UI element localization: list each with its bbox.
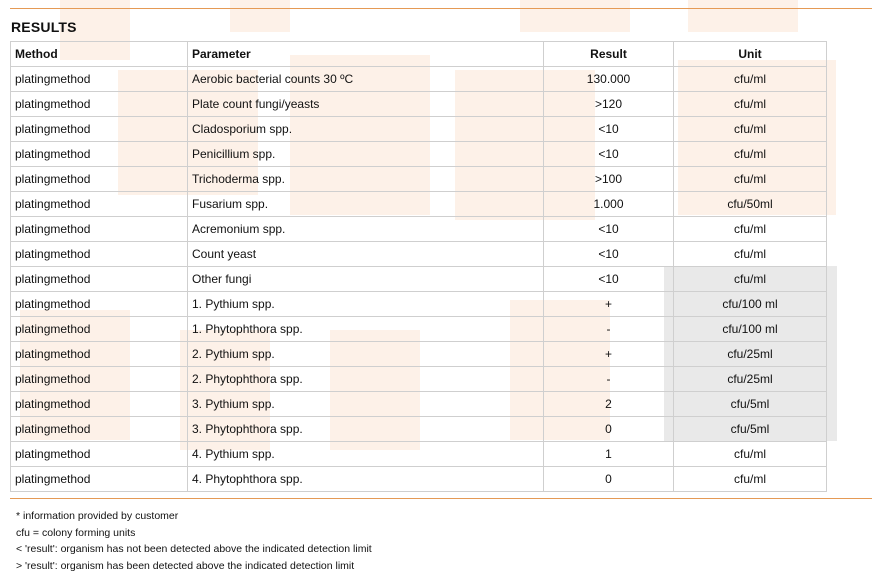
cell-unit: cfu/ml: [674, 242, 827, 267]
cell-parameter: 4. Phytophthora spp.: [188, 467, 544, 492]
cell-method: platingmethod: [11, 167, 188, 192]
cell-parameter: Trichoderma spp.: [188, 167, 544, 192]
section-title: RESULTS: [11, 19, 77, 35]
watermark-shape: [230, 0, 290, 32]
cell-parameter: Cladosporium spp.: [188, 117, 544, 142]
cell-method: platingmethod: [11, 192, 188, 217]
table-row: [11, 367, 827, 392]
cell-result: 0: [544, 467, 674, 492]
cell-result: 2: [544, 392, 674, 417]
cell-parameter: 1. Phytophthora spp.: [188, 317, 544, 342]
cell-result: <10: [544, 242, 674, 267]
cell-parameter: Fusarium spp.: [188, 192, 544, 217]
cell-parameter: 2. Phytophthora spp.: [188, 367, 544, 392]
cell-parameter: Count yeast: [188, 242, 544, 267]
column-header-method: Method: [11, 42, 188, 67]
table-row: [11, 92, 827, 117]
cell-method: platingmethod: [11, 467, 188, 492]
cell-unit: cfu/ml: [674, 167, 827, 192]
cell-unit: cfu/ml: [674, 117, 827, 142]
table-row: [11, 192, 827, 217]
cell-method: platingmethod: [11, 317, 188, 342]
bottom-divider: [10, 498, 872, 499]
cell-method: platingmethod: [11, 417, 188, 442]
cell-parameter: 3. Pythium spp.: [188, 392, 544, 417]
cell-result: <10: [544, 217, 674, 242]
cell-unit: cfu/5ml: [674, 392, 827, 417]
cell-method: platingmethod: [11, 217, 188, 242]
table-row: [11, 67, 827, 92]
cell-method: platingmethod: [11, 342, 188, 367]
table-row: [11, 292, 827, 317]
table-row: [11, 417, 827, 442]
cell-unit: cfu/ml: [674, 267, 827, 292]
table-row: [11, 267, 827, 292]
table-row: [11, 342, 827, 367]
cell-parameter: Aerobic bacterial counts 30 ºC: [188, 67, 544, 92]
cell-method: platingmethod: [11, 242, 188, 267]
cell-unit: cfu/100 ml: [674, 292, 827, 317]
table-row: [11, 242, 827, 267]
cell-method: platingmethod: [11, 292, 188, 317]
cell-result: <10: [544, 142, 674, 167]
cell-unit: cfu/ml: [674, 467, 827, 492]
cell-parameter: Penicillium spp.: [188, 142, 544, 167]
cell-method: platingmethod: [11, 392, 188, 417]
cell-result: 1.000: [544, 192, 674, 217]
cell-result: +: [544, 342, 674, 367]
footnote: > 'result': organism has been detected above the indicated detection limit: [16, 559, 355, 572]
cell-unit: cfu/ml: [674, 442, 827, 467]
cell-unit: cfu/25ml: [674, 367, 827, 392]
cell-result: >120: [544, 92, 674, 117]
table-row: [11, 392, 827, 417]
cell-parameter: Acremonium spp.: [188, 217, 544, 242]
footnote: < 'result': organism has not been detected above the indicated detection limit: [16, 543, 372, 555]
cell-unit: cfu/25ml: [674, 342, 827, 367]
cell-parameter: 1. Pythium spp.: [188, 292, 544, 317]
cell-parameter: 2. Pythium spp.: [188, 342, 544, 367]
table-row: [11, 142, 827, 167]
cell-result: <10: [544, 117, 674, 142]
cell-result: +: [544, 292, 674, 317]
table-row: [11, 467, 827, 492]
cell-unit: cfu/5ml: [674, 417, 827, 442]
table-row: [11, 167, 827, 192]
footnote: * information provided by customer: [16, 510, 179, 522]
cell-unit: cfu/ml: [674, 142, 827, 167]
column-header-parameter: Parameter: [188, 42, 544, 67]
table-row: [11, 217, 827, 242]
cell-parameter: Other fungi: [188, 267, 544, 292]
cell-method: platingmethod: [11, 142, 188, 167]
column-header-result: Result: [544, 42, 674, 67]
cell-method: platingmethod: [11, 367, 188, 392]
cell-method: platingmethod: [11, 267, 188, 292]
results-table: [10, 41, 827, 492]
cell-unit: cfu/ml: [674, 217, 827, 242]
table-row: [11, 442, 827, 467]
cell-unit: cfu/ml: [674, 67, 827, 92]
cell-result: -: [544, 367, 674, 392]
top-divider: [10, 8, 872, 9]
cell-method: platingmethod: [11, 67, 188, 92]
cell-result: <10: [544, 267, 674, 292]
cell-result: >100: [544, 167, 674, 192]
watermark-shape: [520, 0, 630, 32]
cell-method: platingmethod: [11, 442, 188, 467]
cell-method: platingmethod: [11, 117, 188, 142]
cell-result: 130.000: [544, 67, 674, 92]
watermark-shape: [688, 0, 798, 32]
cell-parameter: 3. Phytophthora spp.: [188, 417, 544, 442]
footnote: cfu = colony forming units: [16, 526, 136, 539]
cell-result: 0: [544, 417, 674, 442]
cell-parameter: 4. Pythium spp.: [188, 442, 544, 467]
cell-result: 1: [544, 442, 674, 467]
cell-parameter: Plate count fungi/yeasts: [188, 92, 544, 117]
footnotes: [16, 508, 372, 574]
column-header-unit: Unit: [674, 42, 827, 67]
cell-unit: cfu/ml: [674, 92, 827, 117]
cell-method: platingmethod: [11, 92, 188, 117]
table-header-row: [11, 42, 827, 67]
cell-unit: cfu/100 ml: [674, 317, 827, 342]
table-row: [11, 117, 827, 142]
cell-result: -: [544, 317, 674, 342]
cell-unit: cfu/50ml: [674, 192, 827, 217]
table-row: [11, 317, 827, 342]
